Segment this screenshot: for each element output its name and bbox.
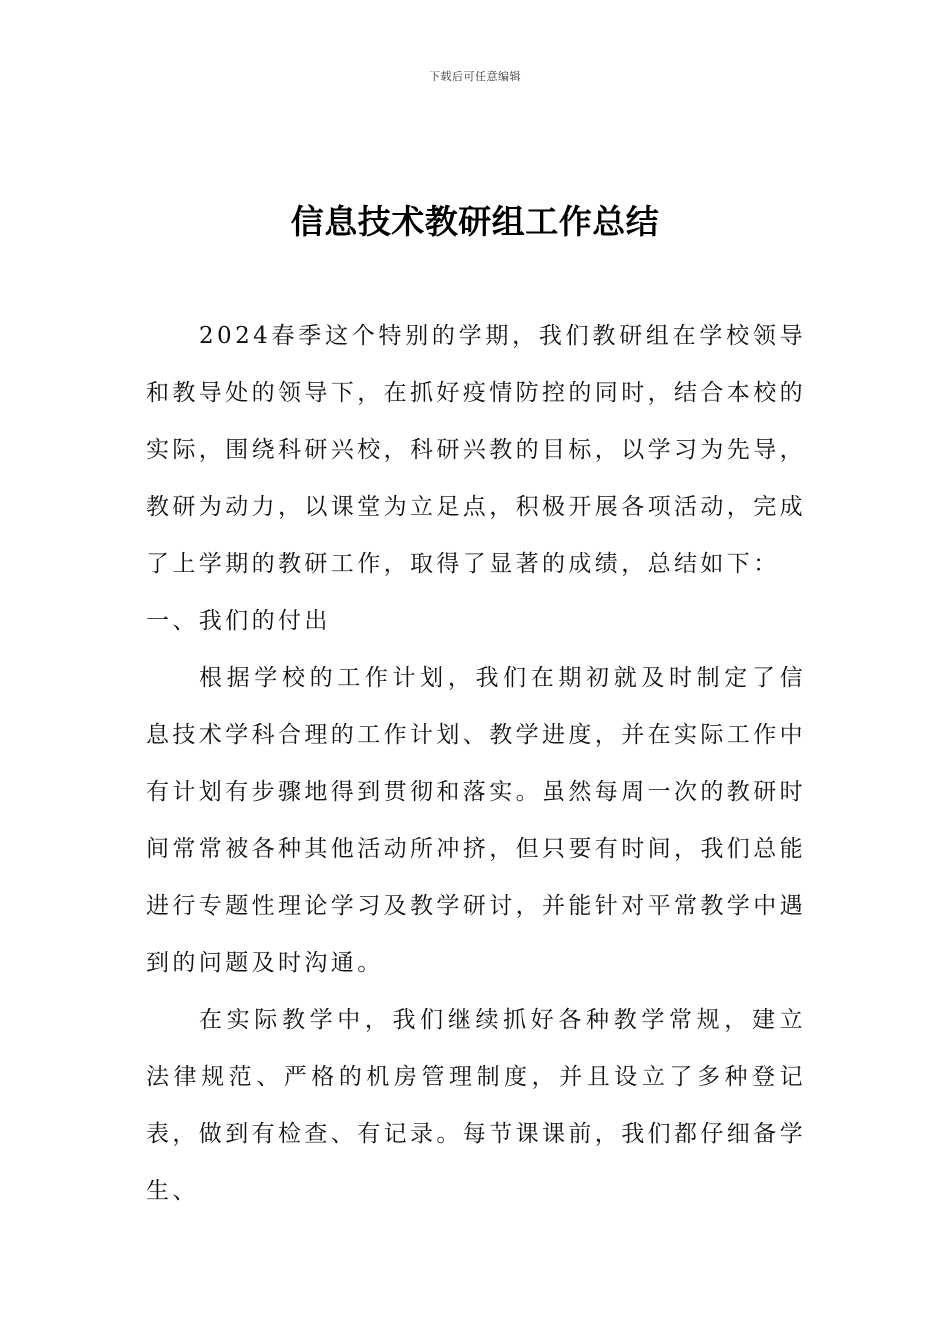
document-body: [146, 308, 806, 1220]
section-heading: 一、我们的付出: [146, 608, 331, 634]
paragraph-practice: 在实际教学中，我们继续抓好各种教学常规，建立法律规范、严格的机房管理制度，并且设立了多种登记表，做到有检查、有记录。每节课课前，我们都仔细备学生、: [146, 1007, 806, 1204]
document-title: 信息技术教研组工作总结: [290, 202, 660, 241]
paragraph-plan: 根据学校的工作计划，我们在期初就及时制定了信息技术学科合理的工作计划、教学进度，并在实际工作中有计划有步骤地得到贯彻和落实。虽然每周一次的教研时间常常被各种其他活动所冲挤，但只要有时间，我们总能进行专题性理论学习及教学研讨，并能针对平常教学中遇到的问题及时沟通。: [146, 665, 806, 976]
header-note: 下载后可任意编辑: [429, 70, 521, 83]
paragraph-intro: 2024春季这个特别的学期，我们教研组在学校领导和教导处的领导下，在抓好疫情防控的同时，结合本校的实际，围绕科研兴校，科研兴教的目标，以学习为先导，教研为动力，以课堂为立足点，积极开展各项活动，完成了上学期的教研工作，取得了显著的成绩，总结如下：: [146, 323, 806, 577]
